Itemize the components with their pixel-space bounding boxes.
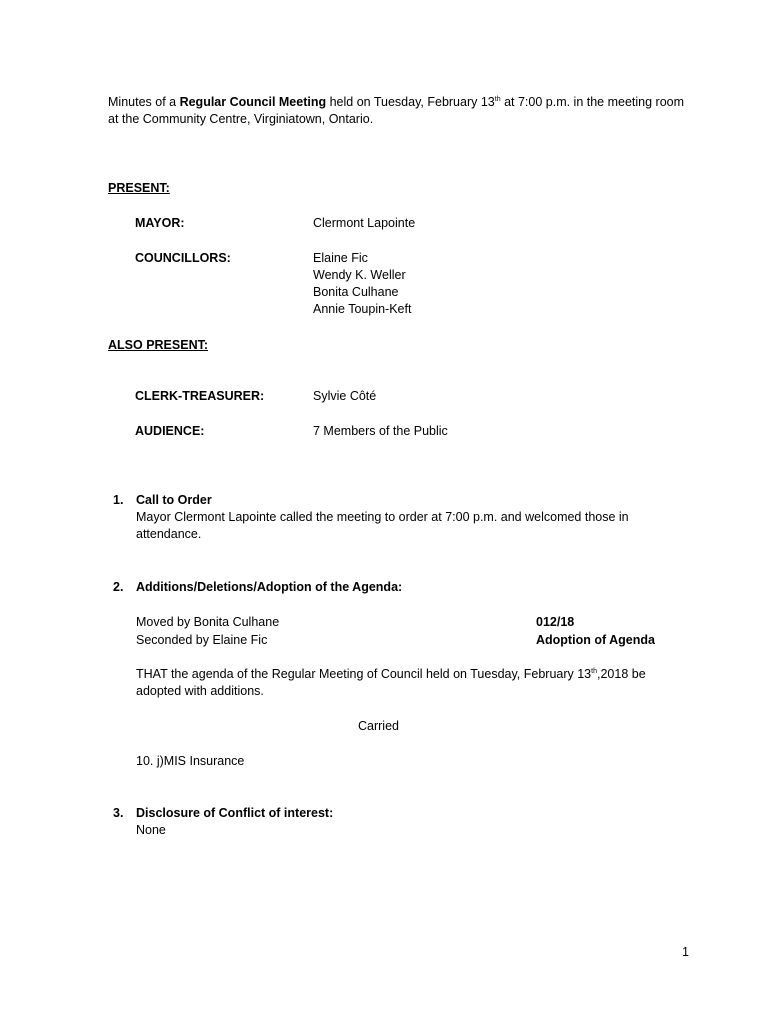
meeting-type: Regular Council Meeting <box>179 95 327 109</box>
audience-label: AUDIENCE: <box>135 424 205 438</box>
intro-suffix: at 7:00 p.m. in the meeting room <box>500 95 685 109</box>
resolution-text-sup: th <box>591 667 597 675</box>
section-1 <box>136 492 696 543</box>
audience-value: 7 Members of the Public <box>313 424 448 438</box>
councillor-name: Annie Toupin-Keft <box>313 302 412 316</box>
resolution-text-suffix: ,2018 be <box>596 667 646 681</box>
section-2-title: Additions/Deletions/Adoption of the Agenda: <box>136 580 403 594</box>
agenda-addition: 10. j)MIS Insurance <box>136 754 245 768</box>
moved-by: Moved by Bonita Culhane <box>136 615 280 629</box>
section-3 <box>136 805 333 839</box>
section-1-title: Call to Order <box>136 493 212 507</box>
resolution-number: 012/18 <box>536 615 575 629</box>
section-1-line-2: attendance. <box>136 527 202 541</box>
section-1-line-1: Mayor Clermont Lapointe called the meeting to order at 7:00 p.m. and welcomed those in <box>136 510 629 524</box>
section-2-number: 2. <box>113 580 124 594</box>
present-heading: PRESENT: <box>108 181 170 195</box>
resolution-text-prefix: THAT the agenda of the Regular Meeting of Council held on Tuesday, February 13 <box>136 667 592 681</box>
section-3-number: 3. <box>113 806 124 820</box>
carried-status: Carried <box>358 719 399 733</box>
section-3-title: Disclosure of Conflict of interest: <box>136 806 334 820</box>
intro-paragraph <box>108 94 728 128</box>
councillors-list <box>313 250 411 318</box>
intro-line-1 <box>108 94 728 111</box>
seconded-by: Seconded by Elaine Fic <box>136 633 268 647</box>
mayor-label: MAYOR: <box>135 216 185 230</box>
clerk-name: Sylvie Côté <box>313 389 377 403</box>
resolution-text <box>136 666 716 700</box>
intro-line-2: at the Community Centre, Virginiatown, Ontario. <box>108 112 374 126</box>
councillors-label: COUNCILLORS: <box>135 251 231 265</box>
councillor-name: Elaine Fic <box>313 251 368 265</box>
also-present-heading: ALSO PRESENT: <box>108 338 209 352</box>
mayor-name: Clermont Lapointe <box>313 216 416 230</box>
clerk-label: CLERK-TREASURER: <box>135 389 265 403</box>
resolution-title: Adoption of Agenda <box>536 633 655 647</box>
resolution-text-line-2: adopted with additions. <box>136 684 264 698</box>
councillor-name: Bonita Culhane <box>313 285 399 299</box>
section-1-number: 1. <box>113 493 124 507</box>
intro-prefix: Minutes of a <box>108 95 180 109</box>
resolution-text-line-1 <box>136 666 716 683</box>
councillor-name: Wendy K. Weller <box>313 268 406 282</box>
section-3-body: None <box>136 823 166 837</box>
page-number: 1 <box>682 945 689 959</box>
intro-sup: th <box>494 95 501 103</box>
intro-middle: held on Tuesday, February 13 <box>326 95 495 109</box>
